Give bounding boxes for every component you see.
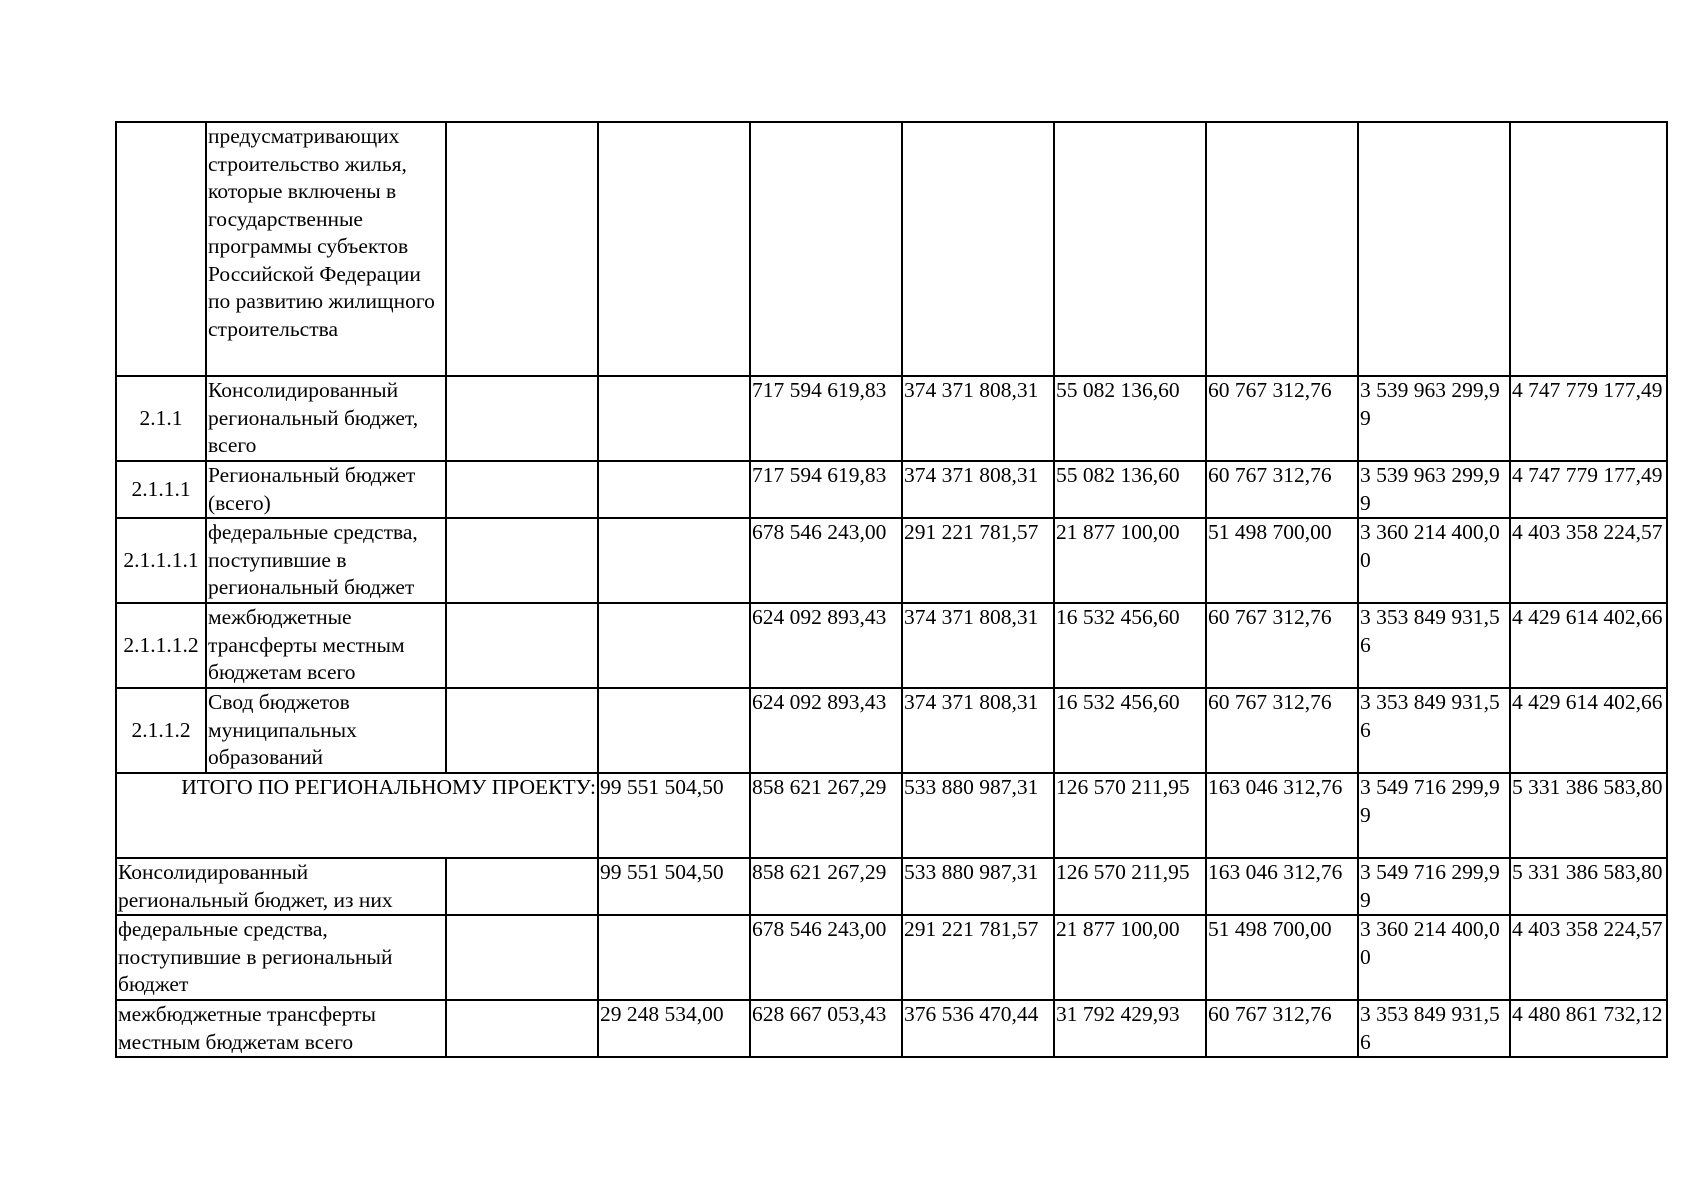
budget-table bbox=[115, 121, 1668, 1058]
value-cell: 717 594 619,83 bbox=[750, 461, 902, 518]
value-cell: 717 594 619,83 bbox=[750, 376, 902, 461]
row-code: 2.1.1 bbox=[116, 376, 206, 461]
value-cell: 60 767 312,76 bbox=[1206, 376, 1358, 461]
value-cell: 624 092 893,43 bbox=[750, 688, 902, 773]
row-code: 2.1.1.1.1 bbox=[116, 518, 206, 603]
value-cell bbox=[902, 122, 1054, 376]
value-cell: 4 429 614 402,66 bbox=[1510, 688, 1667, 773]
value-cell: 291 221 781,57 bbox=[902, 518, 1054, 603]
value-cell bbox=[446, 122, 598, 376]
value-cell: 60 767 312,76 bbox=[1206, 1000, 1358, 1057]
value-cell: 4 403 358 224,57 bbox=[1510, 915, 1667, 1000]
table-row bbox=[116, 376, 1667, 461]
value-cell: 16 532 456,60 bbox=[1054, 688, 1206, 773]
value-cell: 376 536 470,44 bbox=[902, 1000, 1054, 1057]
value-cell: 3 539 963 299,99 bbox=[1358, 461, 1510, 518]
value-cell: 3 549 716 299,99 bbox=[1358, 858, 1510, 915]
value-cell: 3 360 214 400,00 bbox=[1358, 518, 1510, 603]
table-row bbox=[116, 603, 1667, 688]
value-cell bbox=[598, 915, 750, 1000]
value-cell bbox=[598, 376, 750, 461]
totals-row bbox=[116, 773, 1667, 858]
value-cell: 628 667 053,43 bbox=[750, 1000, 902, 1057]
value-cell: 99 551 504,50 bbox=[598, 858, 750, 915]
row-code: 2.1.1.1 bbox=[116, 461, 206, 518]
value-cell: 4 429 614 402,66 bbox=[1510, 603, 1667, 688]
row-name: Региональный бюджет (всего) bbox=[206, 461, 446, 518]
value-cell bbox=[446, 1000, 598, 1057]
value-cell bbox=[446, 858, 598, 915]
row-code: 2.1.1.2 bbox=[116, 688, 206, 773]
totals-label: межбюджетные трансферты местным бюджетам всего bbox=[116, 1000, 446, 1057]
value-cell: 533 880 987,31 bbox=[902, 858, 1054, 915]
value-cell: 21 877 100,00 bbox=[1054, 518, 1206, 603]
value-cell: 51 498 700,00 bbox=[1206, 518, 1358, 603]
value-cell: 99 551 504,50 bbox=[598, 773, 750, 858]
value-cell: 60 767 312,76 bbox=[1206, 461, 1358, 518]
value-cell: 126 570 211,95 bbox=[1054, 858, 1206, 915]
totals-row bbox=[116, 1000, 1667, 1057]
value-cell: 51 498 700,00 bbox=[1206, 915, 1358, 1000]
value-cell: 858 621 267,29 bbox=[750, 773, 902, 858]
value-cell: 55 082 136,60 bbox=[1054, 461, 1206, 518]
value-cell bbox=[598, 518, 750, 603]
value-cell: 3 549 716 299,99 bbox=[1358, 773, 1510, 858]
value-cell: 163 046 312,76 bbox=[1206, 858, 1358, 915]
value-cell: 5 331 386 583,80 bbox=[1510, 773, 1667, 858]
value-cell: 21 877 100,00 bbox=[1054, 915, 1206, 1000]
value-cell: 55 082 136,60 bbox=[1054, 376, 1206, 461]
row-code bbox=[116, 122, 206, 376]
value-cell bbox=[446, 688, 598, 773]
value-cell bbox=[750, 122, 902, 376]
value-cell: 4 747 779 177,49 bbox=[1510, 376, 1667, 461]
value-cell bbox=[1510, 122, 1667, 376]
value-cell: 126 570 211,95 bbox=[1054, 773, 1206, 858]
value-cell: 3 360 214 400,00 bbox=[1358, 915, 1510, 1000]
totals-label: Консолидированный региональный бюджет, из них bbox=[116, 858, 446, 915]
row-name: предусматривающих строительство жилья, которые включены в государственные программы субъектов Российской Федерации по развитию жилищного строительства bbox=[206, 122, 446, 376]
table-row bbox=[116, 518, 1667, 603]
totals-row bbox=[116, 915, 1667, 1000]
value-cell bbox=[1358, 122, 1510, 376]
value-cell: 374 371 808,31 bbox=[902, 603, 1054, 688]
totals-label: ИТОГО ПО РЕГИОНАЛЬНОМУ ПРОЕКТУ: bbox=[116, 773, 598, 858]
value-cell: 374 371 808,31 bbox=[902, 688, 1054, 773]
row-name: Свод бюджетов муниципальных образований bbox=[206, 688, 446, 773]
value-cell: 163 046 312,76 bbox=[1206, 773, 1358, 858]
totals-label: федеральные средства, поступившие в региональный бюджет bbox=[116, 915, 446, 1000]
value-cell: 291 221 781,57 bbox=[902, 915, 1054, 1000]
value-cell bbox=[598, 461, 750, 518]
value-cell: 3 353 849 931,56 bbox=[1358, 688, 1510, 773]
row-code: 2.1.1.1.2 bbox=[116, 603, 206, 688]
value-cell: 678 546 243,00 bbox=[750, 518, 902, 603]
value-cell: 3 353 849 931,56 bbox=[1358, 1000, 1510, 1057]
value-cell bbox=[1206, 122, 1358, 376]
value-cell: 29 248 534,00 bbox=[598, 1000, 750, 1057]
value-cell bbox=[446, 915, 598, 1000]
row-name: Консолидированный региональный бюджет, всего bbox=[206, 376, 446, 461]
table-row bbox=[116, 688, 1667, 773]
row-name: межбюджетные трансферты местным бюджетам всего bbox=[206, 603, 446, 688]
value-cell bbox=[1054, 122, 1206, 376]
value-cell: 624 092 893,43 bbox=[750, 603, 902, 688]
value-cell: 4 480 861 732,12 bbox=[1510, 1000, 1667, 1057]
table-row bbox=[116, 461, 1667, 518]
value-cell bbox=[446, 376, 598, 461]
value-cell bbox=[446, 518, 598, 603]
value-cell: 31 792 429,93 bbox=[1054, 1000, 1206, 1057]
value-cell: 533 880 987,31 bbox=[902, 773, 1054, 858]
value-cell bbox=[598, 688, 750, 773]
value-cell: 60 767 312,76 bbox=[1206, 688, 1358, 773]
row-name: федеральные средства, поступившие в региональный бюджет bbox=[206, 518, 446, 603]
value-cell bbox=[598, 603, 750, 688]
value-cell: 60 767 312,76 bbox=[1206, 603, 1358, 688]
value-cell: 374 371 808,31 bbox=[902, 376, 1054, 461]
value-cell bbox=[446, 603, 598, 688]
value-cell: 374 371 808,31 bbox=[902, 461, 1054, 518]
table-row bbox=[116, 122, 1667, 376]
value-cell: 16 532 456,60 bbox=[1054, 603, 1206, 688]
value-cell: 3 539 963 299,99 bbox=[1358, 376, 1510, 461]
value-cell bbox=[446, 461, 598, 518]
value-cell bbox=[598, 122, 750, 376]
value-cell: 4 747 779 177,49 bbox=[1510, 461, 1667, 518]
value-cell: 3 353 849 931,56 bbox=[1358, 603, 1510, 688]
totals-row bbox=[116, 858, 1667, 915]
value-cell: 858 621 267,29 bbox=[750, 858, 902, 915]
value-cell: 5 331 386 583,80 bbox=[1510, 858, 1667, 915]
value-cell: 4 403 358 224,57 bbox=[1510, 518, 1667, 603]
value-cell: 678 546 243,00 bbox=[750, 915, 902, 1000]
